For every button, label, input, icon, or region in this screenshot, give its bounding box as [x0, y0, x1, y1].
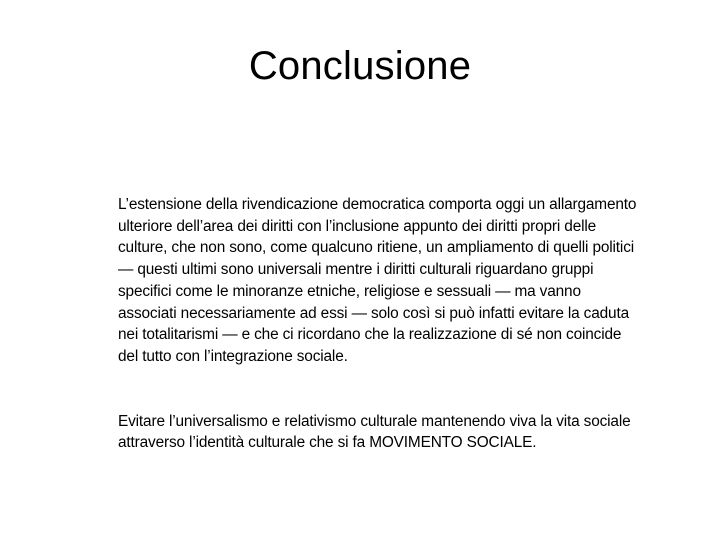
paragraph-social-movement: Evitare l’universalismo e relativismo culturale mantenendo viva la vita sociale attraverso l’identità culturale che si fa MOVIMENTO SOCIALE. — [118, 412, 631, 452]
paragraph-democratic-rights: L’estensione della rivendicazione democratica comporta oggi un allargamento ulteriore dell’area dei diritti con l’inclusione appunto dei diritti propri delle culture, che non sono, come qualcuno ritiene, un ampliamento di quelli politici — questi ultimi sono universali mentre i diritti culturali riguardano gruppi specifici come le minoranze etniche, religiose e sessuali — ma vanno associati necessariamente ad essi — solo così si può infatti evitare la caduta nei totalitarismi — e che ci ricordano che la realizzazione di sé non coincide del tutto con l’integrazione sociale. — [118, 196, 637, 365]
slide-body — [118, 194, 638, 454]
slide-title: Conclusione — [248, 44, 472, 88]
